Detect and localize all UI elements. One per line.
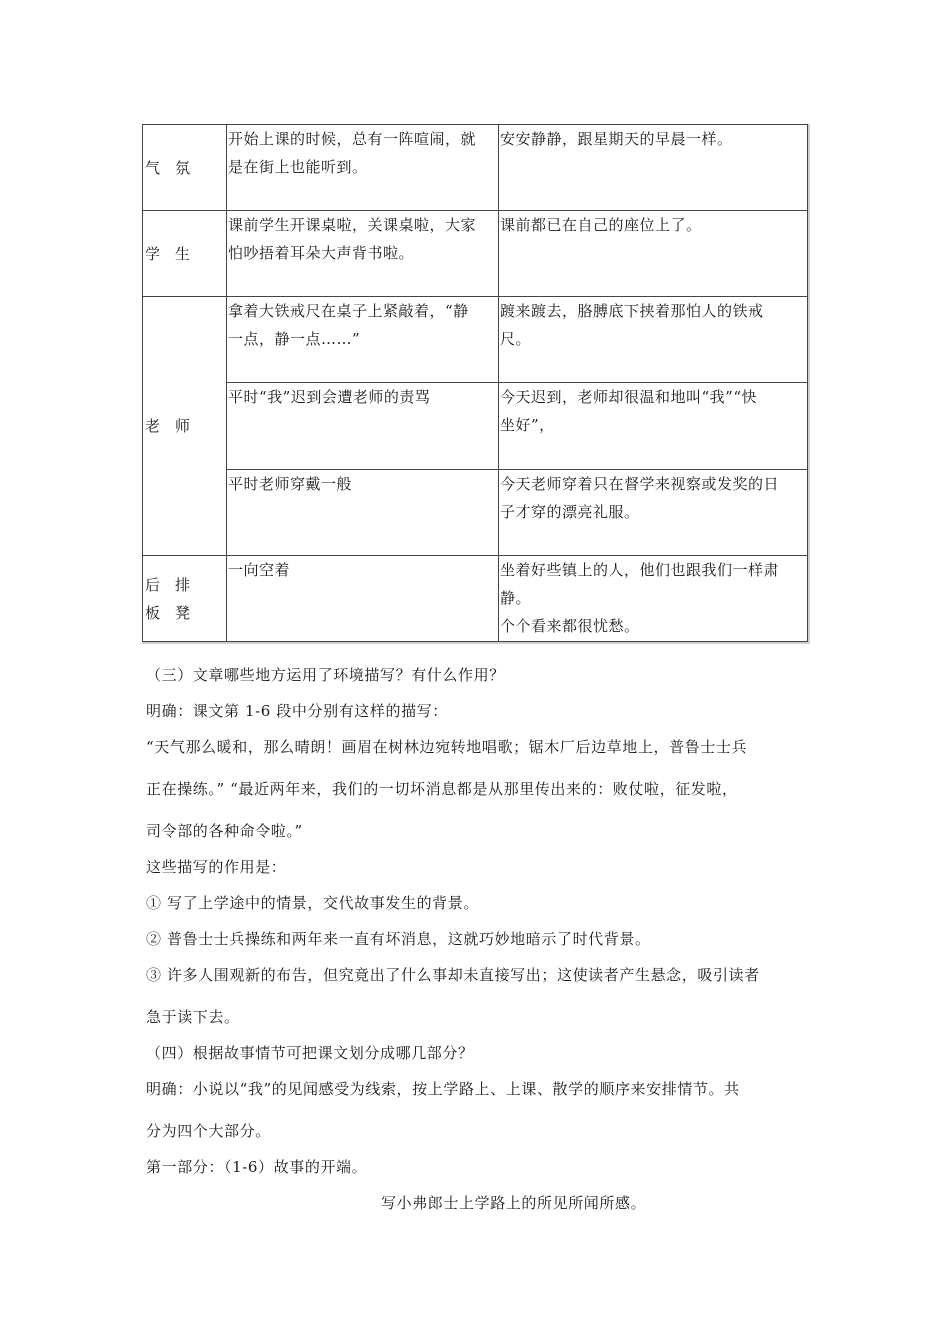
section-heading: （三）文章哪些地方运用了环境描写？有什么作用？ bbox=[146, 666, 505, 684]
category-cell bbox=[143, 125, 227, 211]
after-cell bbox=[499, 470, 808, 556]
before-text: 平时老师穿戴一般 bbox=[228, 475, 353, 493]
category-cell bbox=[143, 556, 227, 642]
before-text: 开始上课的时候，总有一阵喧闹，就 是在街上也能听到。 bbox=[228, 130, 477, 176]
before-text: 一向空着 bbox=[228, 561, 291, 579]
table-row bbox=[143, 470, 808, 556]
paragraph-line: 这些描写的作用是： bbox=[146, 858, 287, 876]
before-cell bbox=[227, 125, 499, 211]
list-item: ③ 许多人围观新的布告，但究竟出了什么事却未直接写出；这使读者产生悬念，吸引读者 bbox=[146, 966, 760, 984]
category-label: 老 师 bbox=[145, 417, 191, 435]
after-text: 课前都已在自己的座位上了。 bbox=[500, 216, 702, 234]
after-text: 今天老师穿着只在督学来视察或发奖的日 子才穿的漂亮礼服。 bbox=[500, 475, 780, 521]
list-item: ② 普鲁士士兵操练和两年来一直有坏消息，这就巧妙地暗示了时代背景。 bbox=[146, 930, 651, 948]
before-cell bbox=[227, 297, 499, 383]
after-text: 安安静静，跟星期天的早晨一样。 bbox=[500, 130, 733, 148]
category-cell bbox=[143, 211, 227, 297]
category-label: 后 排 板 凳 bbox=[145, 575, 191, 622]
category-cell bbox=[143, 297, 227, 556]
before-text: 课前学生开课桌啦，关课桌啦，大家 怕吵捂着耳朵大声背书啦。 bbox=[228, 216, 477, 262]
after-cell bbox=[499, 383, 808, 470]
before-cell bbox=[227, 470, 499, 556]
after-cell bbox=[499, 556, 808, 642]
table-row bbox=[143, 556, 808, 642]
after-text: 今天迟到，老师却很温和地叫“我”“快 坐好”， bbox=[500, 388, 758, 434]
table-row bbox=[143, 383, 808, 470]
answer-line: 明确：小说以“我”的见闻感受为线索，按上学路上、上课、散学的顺序来安排情节。共 bbox=[146, 1080, 740, 1098]
answer-line: 分为四个大部分。 bbox=[146, 1122, 271, 1140]
after-cell bbox=[499, 297, 808, 383]
before-text: 拿着大铁戒尺在桌子上紧敲着，“静 一点，静一点……” bbox=[228, 302, 469, 348]
quote-line: “天气那么暖和，那么晴朗！画眉在树林边宛转地唱歌；锯木厂后边草地上，普鲁士士兵 bbox=[146, 738, 748, 756]
part-description: 写小弗郎士上学路上的所见所闻所感。 bbox=[381, 1194, 647, 1212]
after-text: 踱来踱去，胳膊底下挟着那怕人的铁戒 尺。 bbox=[500, 302, 764, 348]
category-label: 气 氛 bbox=[145, 158, 191, 177]
table-row bbox=[143, 297, 808, 383]
section-heading: （四）根据故事情节可把课文划分成哪几部分？ bbox=[146, 1044, 474, 1062]
quote-line: 司令部的各种命令啦。” bbox=[146, 822, 303, 840]
after-cell bbox=[499, 125, 808, 211]
list-item-continuation: 急于读下去。 bbox=[146, 1008, 240, 1026]
before-cell bbox=[227, 211, 499, 297]
table-row bbox=[143, 125, 808, 211]
before-cell bbox=[227, 383, 499, 470]
answer-line: 明确：课文第 1-6 段中分别有这样的描写： bbox=[146, 702, 448, 720]
quote-line: 正在操练。” “最近两年来，我们的一切坏消息都是从那里传出来的：败仗啦，征发啦， bbox=[146, 780, 738, 798]
part-heading: 第一部分：（1-6）故事的开端。 bbox=[146, 1158, 368, 1176]
before-cell bbox=[227, 556, 499, 642]
category-label: 学 生 bbox=[145, 244, 191, 263]
comparison-table bbox=[142, 124, 808, 642]
table-row bbox=[143, 211, 808, 297]
before-text: 平时“我”迟到会遭老师的责骂 bbox=[228, 388, 431, 406]
after-cell bbox=[499, 211, 808, 297]
after-text: 坐着好些镇上的人，他们也跟我们一样肃 静。 个个看来都很忧愁。 bbox=[500, 561, 780, 635]
list-item: ① 写了上学途中的情景，交代故事发生的背景。 bbox=[146, 894, 479, 912]
